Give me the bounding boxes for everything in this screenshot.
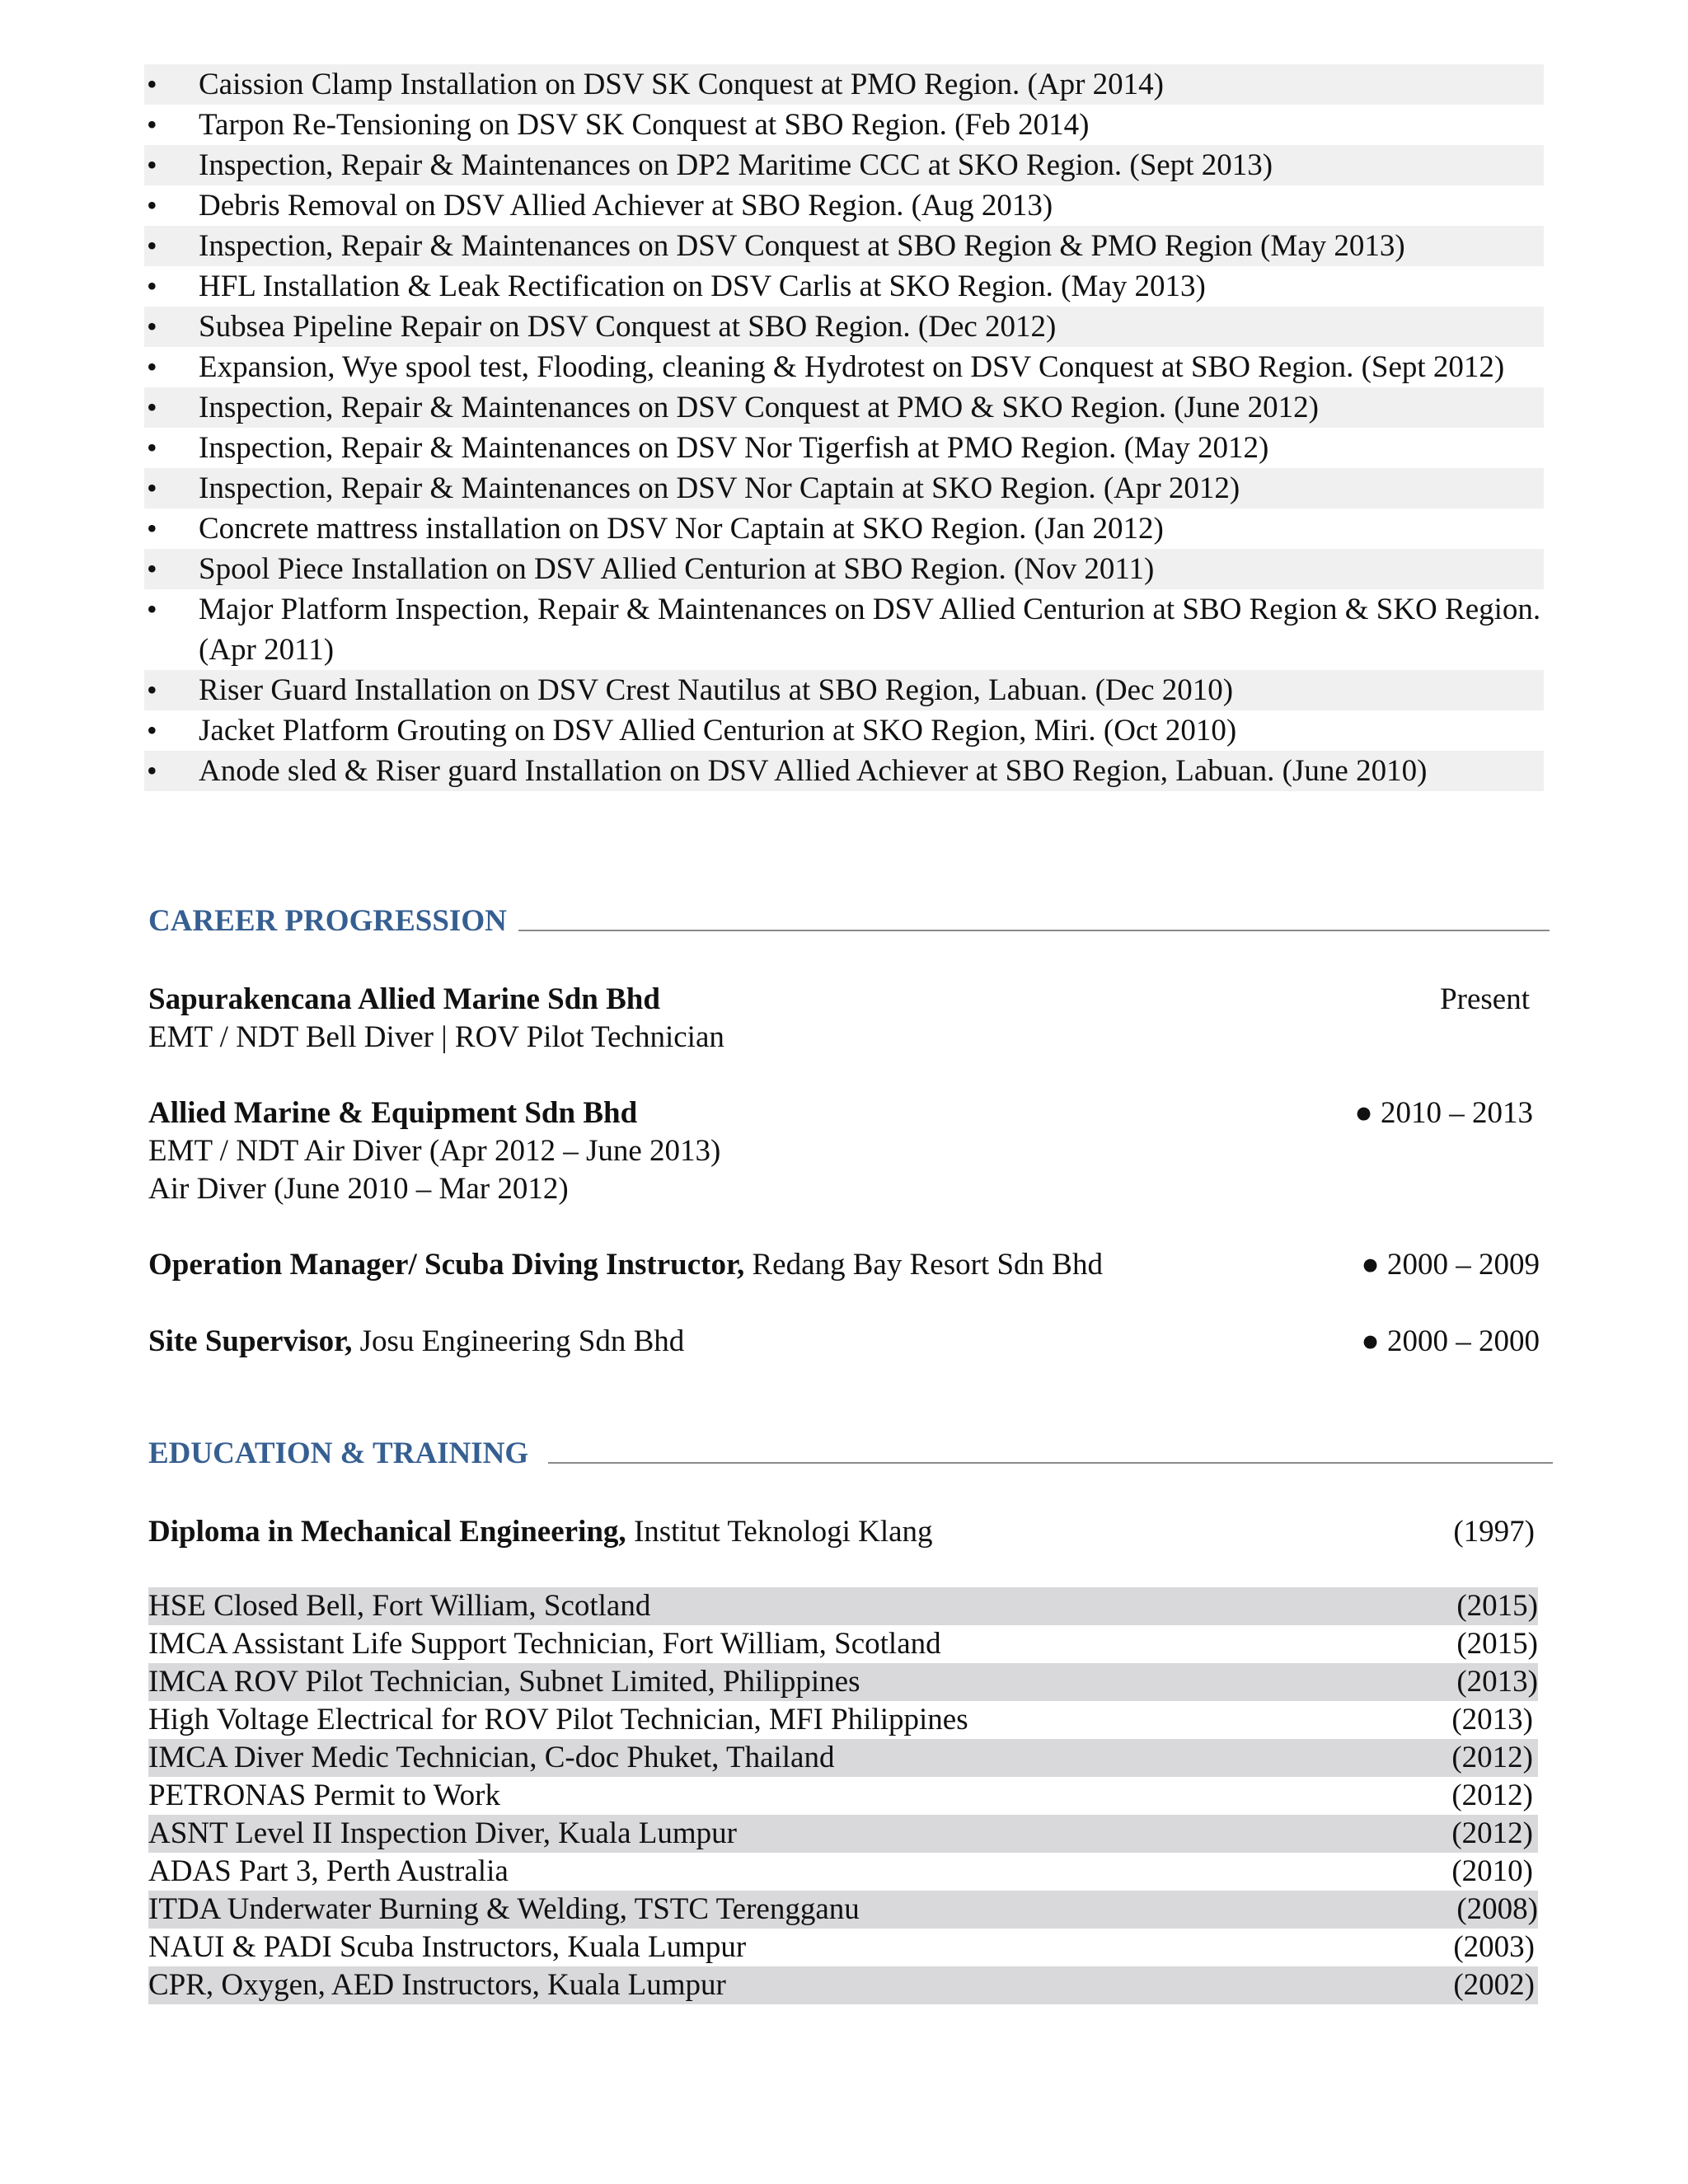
company-name: Redang Bay Resort Sdn Bhd bbox=[752, 1248, 1103, 1282]
list-item: • Tarpon Re-Tensioning on DSV SK Conquest at SBO Region. (Feb 2014) bbox=[144, 105, 1544, 145]
list-item: • Spool Piece Installation on DSV Allied Centurion at SBO Region. (Nov 2011) bbox=[144, 549, 1544, 589]
training-name: PETRONAS Permit to Work bbox=[148, 1779, 500, 1812]
project-list bbox=[144, 64, 1544, 791]
training-row bbox=[148, 1966, 1538, 2004]
company-name: Sapurakencana Allied Marine Sdn Bhd bbox=[148, 982, 660, 1016]
training-name: ITDA Underwater Burning & Welding, TSTC Terengganu bbox=[148, 1892, 860, 1926]
training-name: CPR, Oxygen, AED Instructors, Kuala Lumpur bbox=[148, 1968, 726, 2002]
job-title: Operation Manager/ Scuba Diving Instructor, bbox=[148, 1248, 745, 1282]
list-item: • Subsea Pipeline Repair on DSV Conquest at SBO Region. (Dec 2012) bbox=[144, 307, 1544, 347]
company-name: Allied Marine & Equipment Sdn Bhd bbox=[148, 1096, 638, 1130]
diploma-school: Institut Teknologi Klang bbox=[633, 1515, 933, 1549]
company-name: Josu Engineering Sdn Bhd bbox=[359, 1324, 685, 1358]
training-year: (2013) bbox=[1456, 1665, 1538, 1699]
list-item: • Inspection, Repair & Maintenances on DP2 Maritime CCC at SKO Region. (Sept 2013) bbox=[144, 145, 1544, 185]
list-item: • Expansion, Wye spool test, Flooding, cleaning & Hydrotest on DSV Conquest at SBO Region. (Sept 2012) bbox=[144, 347, 1544, 387]
training-name: ADAS Part 3, Perth Australia bbox=[148, 1854, 509, 1888]
career-entry bbox=[148, 1323, 1540, 1361]
diploma-year: (1997) bbox=[1453, 1515, 1535, 1549]
training-row bbox=[148, 1815, 1538, 1853]
section-divider bbox=[518, 930, 1550, 931]
training-year: (2003) bbox=[1453, 1930, 1535, 1964]
training-row bbox=[148, 1891, 1538, 1929]
list-item: • Major Platform Inspection, Repair & Maintenances on DSV Allied Centurion at SBO Region & SKO Region. (Apr 2011) bbox=[144, 589, 1544, 670]
job-title: Site Supervisor, bbox=[148, 1324, 353, 1358]
job-date: ● 2000 – 2000 bbox=[1361, 1324, 1540, 1358]
training-row bbox=[148, 1853, 1538, 1891]
training-name: IMCA Diver Medic Technician, C-doc Phuket, Thailand bbox=[148, 1741, 835, 1774]
training-name: High Voltage Electrical for ROV Pilot Technician, MFI Philippines bbox=[148, 1703, 968, 1736]
list-item: • Inspection, Repair & Maintenances on DSV Nor Tigerfish at PMO Region. (May 2012) bbox=[144, 428, 1544, 468]
training-row bbox=[148, 1625, 1538, 1663]
list-item: • Jacket Platform Grouting on DSV Allied Centurion at SKO Region, Miri. (Oct 2010) bbox=[144, 710, 1544, 751]
career-entry bbox=[148, 1094, 1533, 1208]
job-role: Air Diver (June 2010 – Mar 2012) bbox=[148, 1172, 569, 1206]
list-item: • Caission Clamp Installation on DSV SK Conquest at PMO Region. (Apr 2014) bbox=[144, 64, 1544, 105]
training-row bbox=[148, 1587, 1538, 1625]
education-heading bbox=[148, 1436, 1553, 1472]
list-item: • Inspection, Repair & Maintenances on DSV Conquest at PMO & SKO Region. (June 2012) bbox=[144, 387, 1544, 428]
list-item: • Inspection, Repair & Maintenances on DSV Conquest at SBO Region & PMO Region (May 2013) bbox=[144, 226, 1544, 266]
section-divider bbox=[548, 1462, 1553, 1464]
list-item: • HFL Installation & Leak Rectification on DSV Carlis at SKO Region. (May 2013) bbox=[144, 266, 1544, 307]
training-year: (2013) bbox=[1451, 1703, 1533, 1736]
training-list bbox=[148, 1587, 1538, 2004]
training-year: (2012) bbox=[1451, 1816, 1533, 1850]
training-name: IMCA Assistant Life Support Technician, Fort William, Scotland bbox=[148, 1627, 941, 1661]
section-title: CAREER PROGRESSION bbox=[148, 904, 507, 938]
training-year: (2010) bbox=[1451, 1854, 1533, 1888]
training-row bbox=[148, 1777, 1538, 1815]
training-year: (2008) bbox=[1456, 1892, 1538, 1926]
training-row bbox=[148, 1663, 1538, 1701]
career-entry bbox=[148, 981, 1533, 1057]
job-date: ● 2010 – 2013 bbox=[1354, 1096, 1533, 1130]
training-year: (2015) bbox=[1456, 1627, 1538, 1661]
list-item: • Riser Guard Installation on DSV Crest Nautilus at SBO Region, Labuan. (Dec 2010) bbox=[144, 670, 1544, 710]
career-heading bbox=[148, 903, 1550, 940]
job-role: EMT / NDT Air Diver (Apr 2012 – June 2013) bbox=[148, 1134, 721, 1168]
training-name: NAUI & PADI Scuba Instructors, Kuala Lumpur bbox=[148, 1930, 747, 1964]
diploma-entry bbox=[148, 1513, 1538, 1551]
training-year: (2012) bbox=[1451, 1741, 1533, 1774]
training-year: (2015) bbox=[1456, 1589, 1538, 1623]
section-title: EDUCATION & TRAINING bbox=[148, 1436, 529, 1470]
list-item: • Concrete mattress installation on DSV Nor Captain at SKO Region. (Jan 2012) bbox=[144, 509, 1544, 549]
training-name: HSE Closed Bell, Fort William, Scotland bbox=[148, 1589, 651, 1623]
job-date: ● 2000 – 2009 bbox=[1361, 1248, 1540, 1282]
list-item: • Debris Removal on DSV Allied Achiever at SBO Region. (Aug 2013) bbox=[144, 185, 1544, 226]
training-year: (2002) bbox=[1453, 1968, 1535, 2002]
training-name: IMCA ROV Pilot Technician, Subnet Limited, Philippines bbox=[148, 1665, 860, 1699]
list-item: • Anode sled & Riser guard Installation on DSV Allied Achiever at SBO Region, Labuan. (June 2010) bbox=[144, 751, 1544, 791]
job-role: EMT / NDT Bell Diver | ROV Pilot Technician bbox=[148, 1020, 724, 1054]
job-date: Present bbox=[1440, 982, 1530, 1016]
diploma-title: Diploma in Mechanical Engineering, bbox=[148, 1515, 626, 1549]
career-entry bbox=[148, 1246, 1540, 1284]
training-row bbox=[148, 1701, 1538, 1739]
training-year: (2012) bbox=[1451, 1779, 1533, 1812]
training-row bbox=[148, 1929, 1538, 1966]
training-row bbox=[148, 1739, 1538, 1777]
training-name: ASNT Level II Inspection Diver, Kuala Lumpur bbox=[148, 1816, 738, 1850]
list-item: • Inspection, Repair & Maintenances on DSV Nor Captain at SKO Region. (Apr 2012) bbox=[144, 468, 1544, 509]
